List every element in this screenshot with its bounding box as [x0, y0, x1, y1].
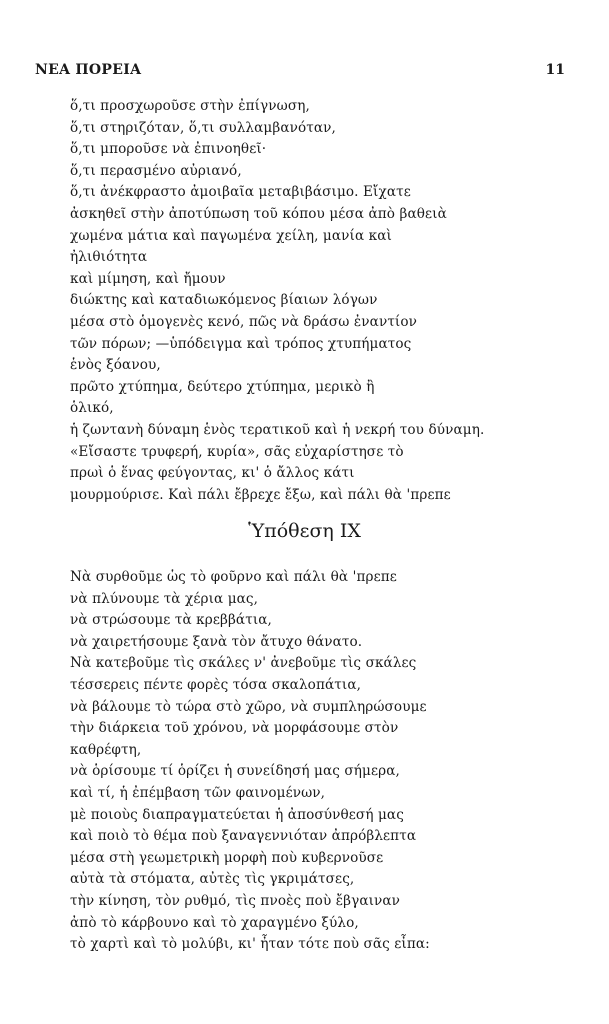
- verse-line: μὲ ποιοὺς διαπραγματεύεται ἡ ἀποσύνθεσή μας: [70, 806, 404, 823]
- verse-line: ὅ,τι στηριζόταν, ὅ,τι συλλαμβανόταν,: [70, 119, 336, 136]
- verse-line: πρῶτο χτύπημα, δεύτερο χτύπημα, μερικὸ ἢ: [70, 378, 375, 395]
- poem-stanza-2: [70, 567, 540, 956]
- verse-line: νὰ στρώσουμε τὰ κρεββάτια,: [70, 612, 272, 629]
- verse-line: τὸ χαρτὶ καὶ τὸ μολύβι, κι' ἦταν τότε ποὺ σᾶς εἶπα:: [70, 936, 430, 953]
- verse-line: ἡ ζωντανὴ δύναμη ἑνὸς τερατικοῦ καὶ ἡ νεκρή του δύναμη.: [70, 421, 485, 438]
- verse-line: τέσσερεις πέντε φορὲς τόσα σκαλοπάτια,: [70, 676, 362, 693]
- verse-line: διώκτης καὶ καταδιωκόμενος βίαιων λόγων: [70, 292, 378, 309]
- verse-line: μέσα στὸ ὁμογενὲς κενό, πῶς νὰ δράσω ἐναντίον: [70, 313, 418, 330]
- verse-line: ἠλιθιότητα: [70, 249, 148, 266]
- verse-line: νὰ χαιρετήσουμε ξανὰ τὸν ἄτυχο θάνατο.: [70, 633, 363, 650]
- verse-line: μέσα στὴ γεωμετρικὴ μορφὴ ποὺ κυβερνοῦσε: [70, 849, 384, 866]
- verse-line: μουρμούρισε. Καὶ πάλι ἔβρεχε ἔξω, καὶ πάλι θὰ 'πρεπε: [70, 486, 451, 503]
- verse-line: ὅ,τι περασμένο αὐριανό,: [70, 162, 242, 179]
- verse-line: καθρέφτη,: [70, 741, 142, 758]
- verse-line: ὅ,τι μποροῦσε νὰ ἐπινοηθεῖ·: [70, 141, 267, 158]
- verse-line: καὶ μίμηση, καὶ ἤμουν: [70, 270, 226, 287]
- verse-line: καὶ τί, ἡ ἐπέμβαση τῶν φαινομένων,: [70, 784, 326, 801]
- verse-line: χωμένα μάτια καὶ παγωμένα χείλη, μανία καὶ: [70, 227, 392, 244]
- journal-title: ΝΕΑ ΠΟΡΕΙΑ: [35, 62, 142, 78]
- verse-line: «Εἴσαστε τρυφερή, κυρία», σᾶς εὐχαρίστησε τὸ: [70, 443, 404, 460]
- verse-line: ὁλικό,: [70, 400, 114, 417]
- running-header: [35, 62, 565, 82]
- verse-line: πρωὶ ὁ ἕνας φεύγοντας, κι' ὁ ἄλλος κάτι: [70, 465, 355, 482]
- verse-line: ἀπὸ τὸ κάρβουνο καὶ τὸ χαραγμένο ξύλο,: [70, 914, 359, 931]
- verse-line: τὴν διάρκεια τοῦ χρόνου, νὰ μορφάσουμε στὸν: [70, 720, 399, 737]
- verse-line: τῶν πόρων; —ὑπόδειγμα καὶ τρόπος χτυπήματος: [70, 335, 412, 352]
- verse-line: νὰ βάλουμε τὸ τώρα στὸ χῶρο, νὰ συμπληρώσουμε: [70, 698, 427, 715]
- poem-stanza-1: [70, 96, 540, 506]
- page-number: 11: [545, 62, 565, 78]
- verse-line: νὰ ὁρίσουμε τί ὁρίζει ἡ συνείδησή μας σήμερα,: [70, 763, 400, 780]
- verse-line: τὴν κίνηση, τὸν ρυθμό, τὶς πνοὲς ποὺ ἔβγαιναν: [70, 892, 401, 909]
- section-heading: Ὑπόθεση IX: [248, 520, 361, 542]
- verse-line: ἀσκηθεῖ στὴν ἀποτύπωση τοῦ κόπου μέσα ἀπὸ βαθειὰ: [70, 205, 447, 222]
- verse-line: καὶ ποιὸ τὸ θέμα ποὺ ξαναγεννιόταν ἀπρόβλεπτα: [70, 828, 417, 845]
- verse-line: Νὰ κατεβοῦμε τὶς σκάλες ν' ἀνεβοῦμε τὶς σκάλες: [70, 655, 417, 672]
- verse-line: ὅ,τι ἀνέκφραστο ἀμοιβαῖα μεταβιβάσιμο. Εἴχατε: [70, 184, 411, 201]
- verse-line: νὰ πλύνουμε τὰ χέρια μας,: [70, 590, 259, 607]
- verse-line: αὐτὰ τὰ στόματα, αὐτὲς τὶς γκριμάτσες,: [70, 871, 355, 888]
- verse-line: Νὰ συρθοῦμε ὡς τὸ φοῦρνο καὶ πάλι θὰ 'πρεπε: [70, 569, 397, 585]
- verse-line: ἑνὸς ξόανου,: [70, 357, 161, 374]
- verse-line: ὅ,τι προσχωροῦσε στὴν ἐπίγνωση,: [70, 98, 310, 114]
